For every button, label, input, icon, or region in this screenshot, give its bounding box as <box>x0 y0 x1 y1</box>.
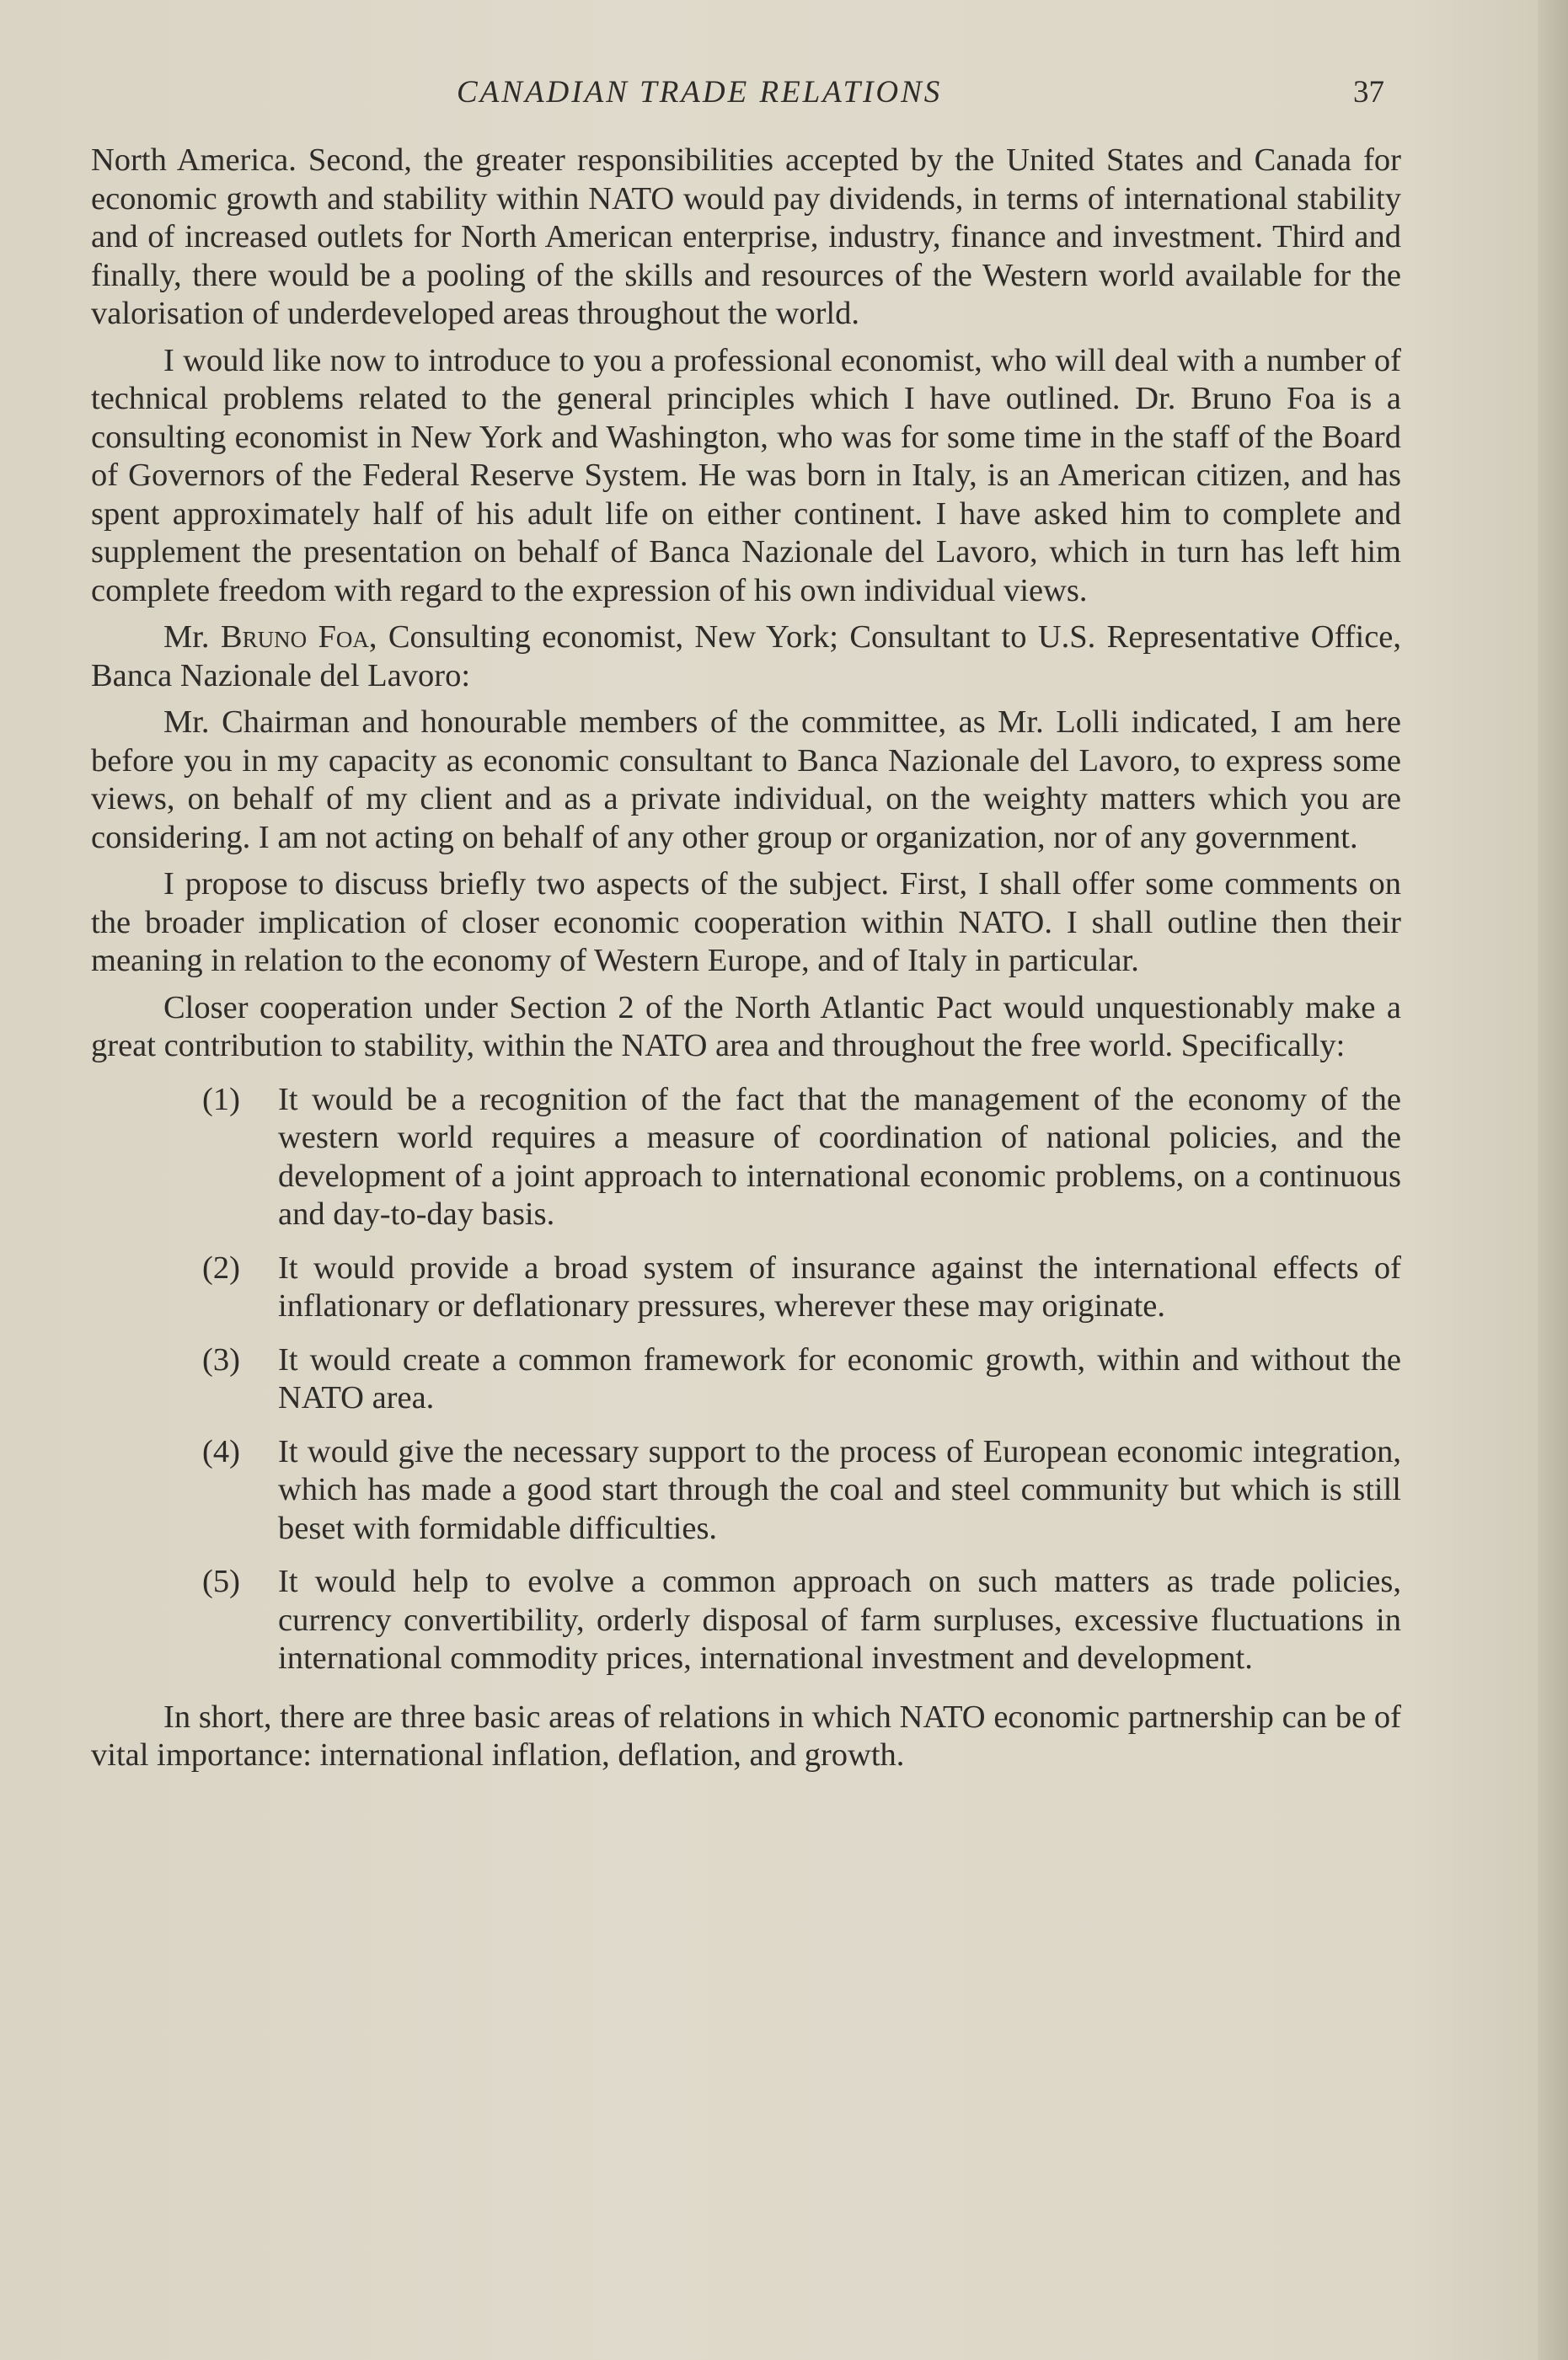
list-item <box>91 1563 1401 1678</box>
list-number: (2) <box>202 1250 240 1286</box>
list-item <box>91 1433 1401 1549</box>
speaker-role: , Consulting economist, New York; Consultant to U.S. Representative Office, Banca Nazionale del Lavoro: <box>91 619 1402 693</box>
paragraph-introduction: I would like now to introduce to you a professional economist, who will deal with a number of technical problems related to the general principles which I have outlined. Dr. Bruno Foa is a consulting economist in New York and Washington, who was for some time in the staff of the Board of Governors of the Federal Reserve System. He was born in Italy, is an American citizen, and has spent approximately half of his adult life on either continent. I have asked him to complete and supplement the presentation on behalf of Banca Nazionale del Lavoro, which in turn has left him complete freedom with regard to the expression of his own individual views. <box>91 342 1401 608</box>
paragraph-continued: North America. Second, the greater responsibilities accepted by the United States and Canada for economic growth and stability within NATO would pay dividends, in terms of international stability and of increased outlets for North American enterprise, industry, finance and investment. Third and finally, there would be a pooling of the skills and resources of the Western world available for the valorisation of underdeveloped areas throughout the world. <box>91 142 1401 331</box>
list-number: (1) <box>202 1081 240 1117</box>
list-number: (3) <box>202 1341 240 1378</box>
page-number: 37 <box>1353 75 1384 110</box>
paragraph-statement: Mr. Chairman and honourable members of the committee, as Mr. Lolli indicated, I am here before you in my capacity as economic consultant to Banca Nazionale del Lavoro, to express some views, on behalf of my client and as a private individual, on the weighty matters which you are considering. I am not acting on behalf of any other group or organization, nor of any government. <box>91 704 1401 855</box>
list-text: It would provide a broad system of insurance against the international effects of inflationary or deflationary pressures, wherever these may originate. <box>278 1250 1401 1324</box>
speaker-prefix: Mr. <box>163 619 210 655</box>
speaker-line <box>91 618 1401 695</box>
paragraph-proposal: I propose to discuss briefly two aspects of the subject. First, I shall offer some comments on the broader implication of closer economic cooperation within NATO. I shall outline then their meaning in relation to the economy of Western Europe, and of Italy in particular. <box>91 866 1401 978</box>
list-item <box>91 1341 1401 1418</box>
list-number: (4) <box>202 1433 240 1469</box>
page-body <box>91 142 1401 1784</box>
list-text: It would help to evolve a common approach on such matters as trade policies, currency convertibility, orderly disposal of farm surpluses, excessive fluctuations in international commodity prices, international investment and development. <box>278 1564 1401 1676</box>
paragraph-cooperation: Closer cooperation under Section 2 of the North Atlantic Pact would unquestionably make a great contribution to stability, within the NATO area and throughout the free world. Specifically: <box>91 989 1401 1063</box>
speaker-name: Bruno Foa <box>220 619 369 655</box>
numbered-list <box>91 1081 1401 1678</box>
page-header <box>0 74 1568 116</box>
list-text: It would create a common framework for economic growth, within and without the NATO area. <box>278 1341 1401 1415</box>
paragraph-summary: In short, there are three basic areas of relations in which NATO economic partnership can be of vital importance: international inflation, deflation, and growth. <box>91 1699 1401 1773</box>
list-number: (5) <box>202 1564 240 1599</box>
list-text: It would be a recognition of the fact that the management of the economy of the western world requires a measure of coordination of national policies, and the development of a joint approach to international economic problems, on a continuous and day-to-day basis. <box>278 1081 1401 1232</box>
list-item <box>91 1081 1401 1234</box>
list-text: It would give the necessary support to the process of European economic integration, which has made a good start through the coal and steel community but which is still beset with formidable difficulties. <box>278 1433 1401 1546</box>
page-edge <box>1538 0 1568 2360</box>
list-item <box>91 1250 1401 1326</box>
running-title: CANADIAN TRADE RELATIONS <box>457 75 943 110</box>
